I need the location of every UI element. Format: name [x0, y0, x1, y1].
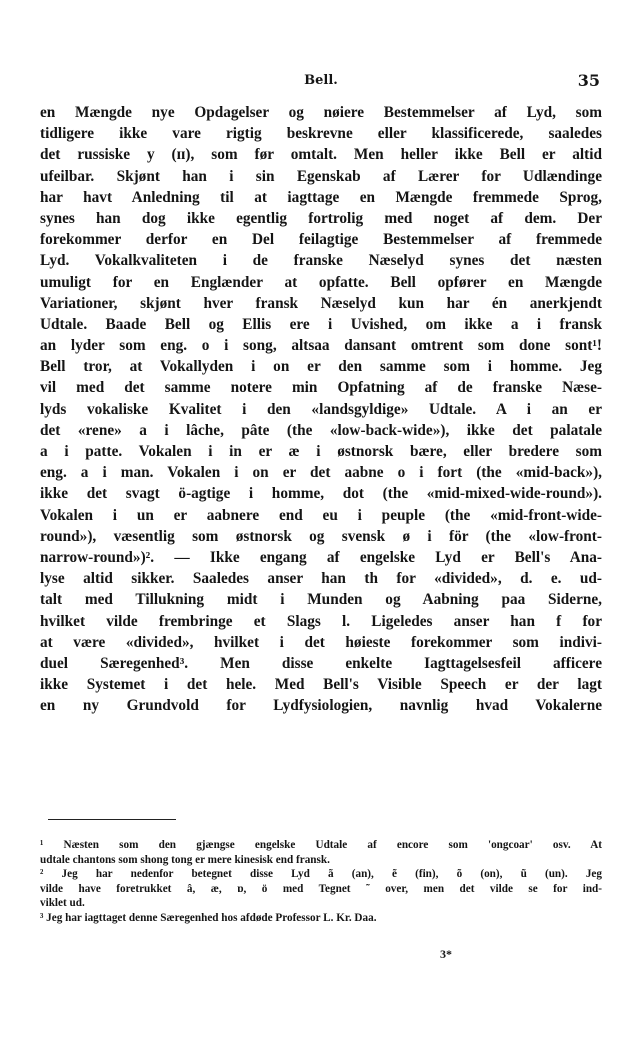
text-line: det russiske y (ɪɪ), som før omtalt. Men heller ikke Bell er altid: [40, 146, 602, 164]
text-line: lyds vokaliske Kvalitet i den «landsgyldige» Udtale. A i an er: [40, 400, 602, 418]
text-line: talt med Tillukning midt i Munden og Aabning paa Siderne,: [40, 591, 602, 609]
text-line: lyse altid sikker. Saaledes anser han th for «divided», d. e. ud-: [40, 570, 602, 588]
body-text: [40, 102, 602, 716]
text-line: Lyd. Vokalkvaliteten i de franske Næselyd synes det næsten: [40, 252, 602, 270]
footnotes: [40, 838, 602, 925]
text-line: at være «divided», hvilket i det høieste forekommer som indivi-: [40, 633, 602, 651]
text-line: hvilket vilde frembringe et Slags l. Ligeledes anser han f for: [40, 612, 602, 630]
footnote-line: ³ Jeg har iagttaget denne Særegenhed hos afdøde Professor L. Kr. Daa.: [40, 911, 377, 924]
footnote-line: udtale chantons som shong tong er mere kinesisk end fransk.: [40, 853, 330, 866]
text-line: ikke Systemet i det hele. Med Bell's Visible Speech er der lagt: [40, 676, 602, 694]
footnote-line: ¹ Næsten som den gjængse engelske Udtale af encore som 'ongcoar' osv. At: [40, 839, 602, 851]
text-line: vil med det samme notere min Opfatning af de franske Næse-: [40, 379, 602, 397]
running-title: Bell.: [304, 73, 338, 88]
text-line: round»), væsentlig som østnorsk og svensk ø i för (the «low-front-: [40, 527, 602, 545]
text-line: ikke det svagt ö-agtige i homme, dot (the «mid-mixed-wide-round»).: [40, 485, 602, 503]
text-line: det «rene» a i lâche, pâte (the «low-back-wide»), ikke det palatale: [40, 421, 602, 439]
text-line: tidligere ikke vare rigtig beskrevne eller klassificerede, saaledes: [40, 125, 602, 143]
text-line: duel Særegenhed³. Men disse enkelte Iagttagelsesfeil afficere: [40, 654, 602, 672]
page-number: 35: [577, 71, 600, 90]
text-line: Vokalen i un er aabnere end eu i peuple (the «mid-front-wide-: [40, 506, 602, 524]
text-line: narrow-round»)². — Ikke engang af engelske Lyd er Bell's Ana-: [40, 548, 602, 566]
text-line: forekommer derfor en Del feilagtige Bestemmelser af fremmede: [40, 231, 602, 249]
text-line: Udtale. Baade Bell og Ellis ere i Uvished, om ikke a i fransk: [40, 315, 602, 333]
text-line: synes han dog ikke egentlig fortrolig med noget af dem. Der: [40, 209, 602, 227]
running-head: [40, 73, 602, 95]
text-line: Bell tror, at Vokallyden i on er den samme som i homme. Jeg: [40, 358, 602, 376]
text-line: har havt Anledning til at iagttage en Mængde fremmede Sprog,: [40, 188, 602, 206]
text-line: a i patte. Vokalen i in er æ i østnorsk bære, eller bredere som: [40, 443, 602, 460]
footnote-divider: [48, 819, 176, 820]
text-line: an lyder som eng. o i song, altsaa dansant omtrent som done sont¹!: [40, 337, 602, 355]
text-line: ufeilbar. Skjønt han i sin Egenskab af Lærer for Udlændinge: [40, 167, 602, 185]
text-line: en Mængde nye Opdagelser og nøiere Bestemmelser af Lyd, som: [40, 104, 602, 121]
signature-mark: 3*: [440, 947, 452, 961]
footnote-line: vilde have foretrukket â, æ, ɒ, ö med Tegnet ˜ over, men det vilde se for ind-: [40, 882, 602, 895]
text-line: en ny Grundvold for Lydfysiologien, navnlig hvad Vokalerne: [40, 697, 602, 715]
footnote-line: viklet ud.: [40, 897, 85, 909]
text-line: Variationer, skjønt hver fransk Næselyd kun har én anerkjendt: [40, 294, 602, 312]
text-line: eng. a i man. Vokalen i on er det aabne o i fort (the «mid-back»),: [40, 464, 602, 482]
text-line: umuligt for en Englænder at opfatte. Bell opfører en Mængde: [40, 273, 602, 291]
footnote-line: ² Jeg har nedenfor betegnet disse Lyd ã (an), ẽ (fin), õ (on), ũ (un). Jeg: [40, 868, 602, 880]
